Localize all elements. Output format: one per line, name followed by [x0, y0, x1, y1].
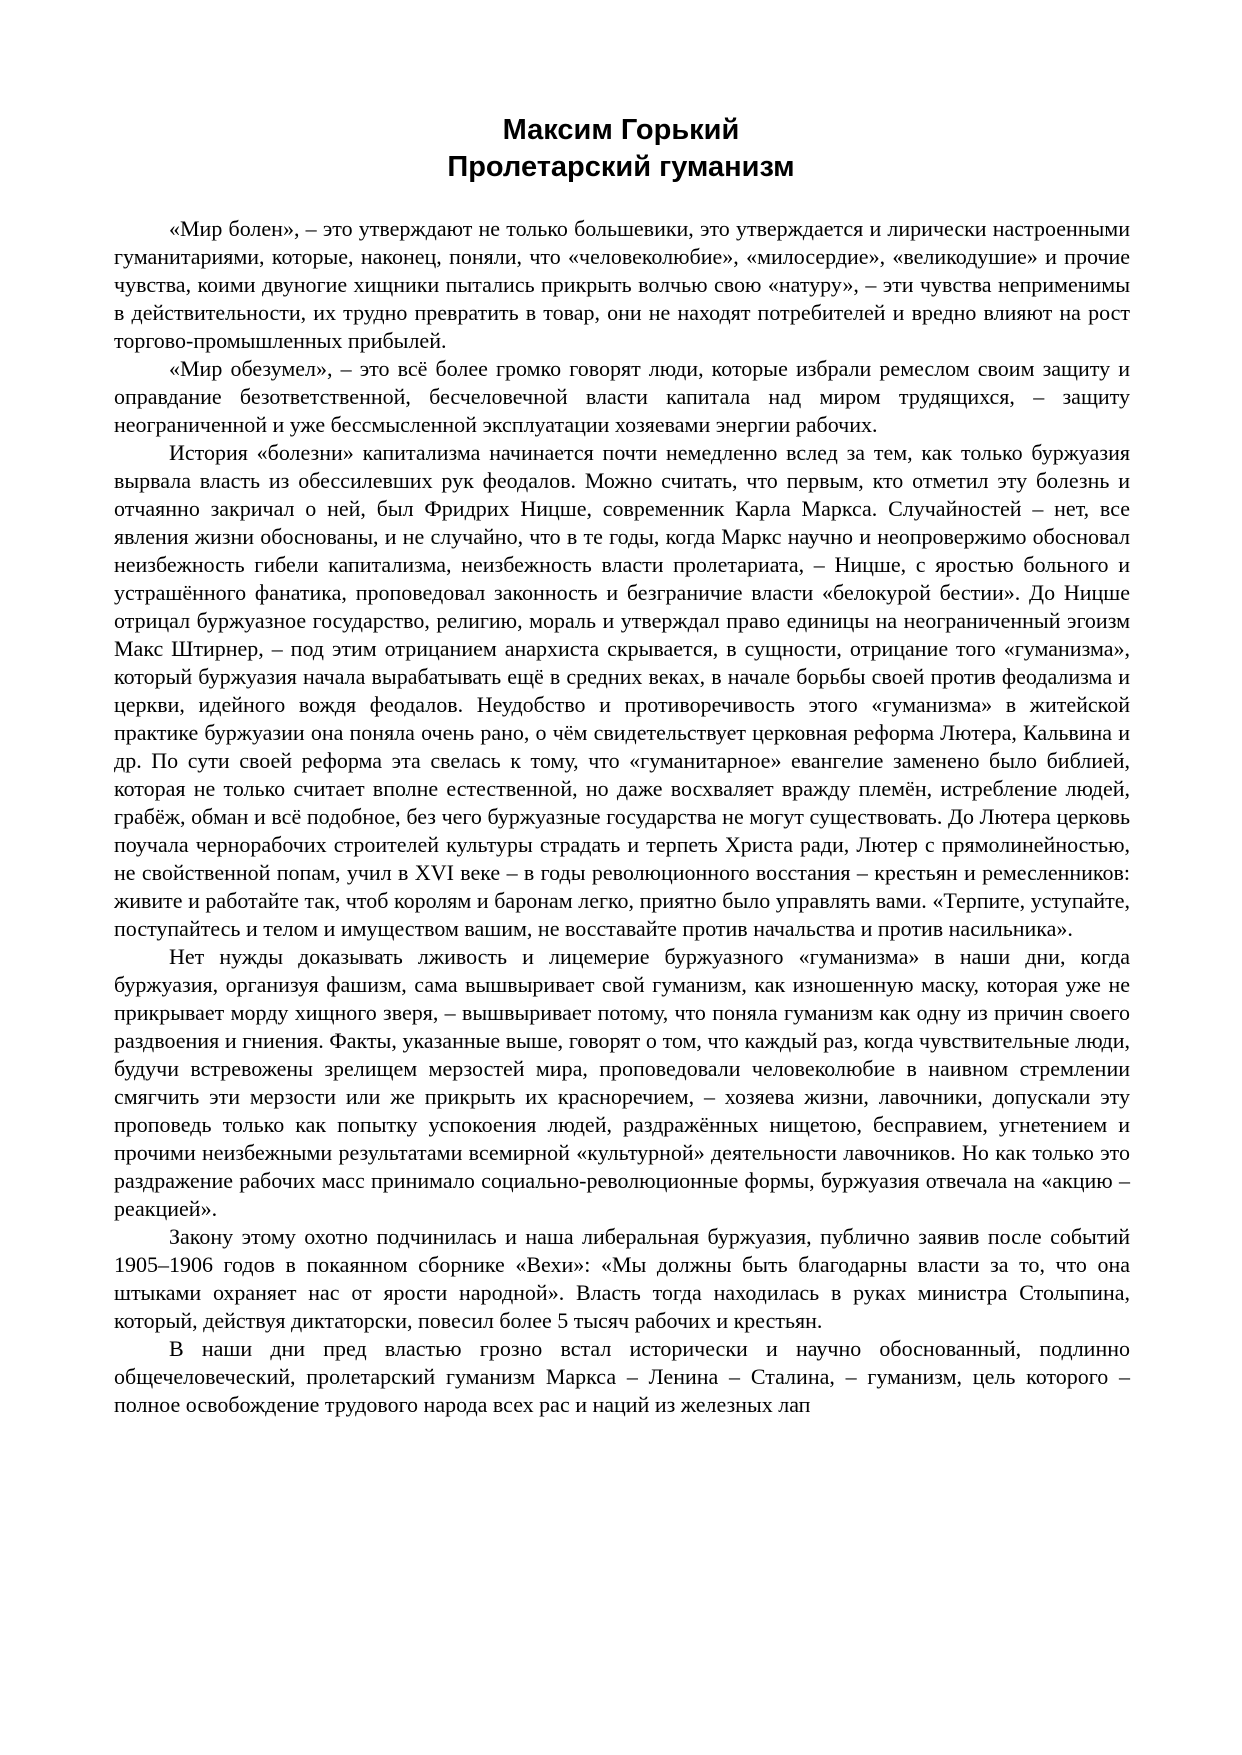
paragraph: Закону этому охотно подчинилась и наша либеральная буржуазия, публично заявив после событий 1905–1906 годов в покаянном сборнике «Вехи»: «Мы должны быть благодарны власти за то, что она штыками охраняет нас от ярости народной». Власть тогда находилась в руках министра Столыпина, который, действуя диктаторски, повесил более 5 тысяч рабочих и крестьян. [114, 1224, 1130, 1333]
paragraph: «Мир болен», – это утверждают не только большевики, это утверждается и лирически настроенными гуманитариями, которые, наконец, поняли, что «человеколюбие», «милосердие», «великодушие» и прочие чувства, коими двуногие хищники пытались прикрыть волчью свою «натуру», – эти чувства неприменимы в действительности, их трудно превратить в товар, они не находят потребителей и вредно влияют на рост торгово-промышленных прибылей. [114, 216, 1130, 353]
document-title: Пролетарский гуманизм [447, 151, 795, 183]
document-body [114, 215, 1130, 1419]
paragraph: История «болезни» капитализма начинается почти немедленно вслед за тем, как только буржуазия вырвала власть из обессилевших рук феодалов. Можно считать, что первым, кто отметил эту болезнь и отчаянно закричал о ней, был Фридрих Ницше, современник Карла Маркса. Случайностей – нет, все явления жизни обоснованы, и не случайно, что в те годы, когда Маркс научно и неопровержимо обосновал неизбежность гибели капитализма, неизбежность власти пролетариата, – Ницше, с яростью больного и устрашённого фанатика, проповедовал законность и безграничие власти «белокурой бестии». До Ницше отрицал буржуазное государство, религию, мораль и утверждал право единицы на неограниченный эгоизм Макс Штирнер, – под этим отрицанием анархиста скрывается, в сущности, отрицание того «гуманизма», который буржуазия начала вырабатывать ещё в средних веках, в начале борьбы своей против феодализма и церкви, идейного вождя феодалов. Неудобство и противоречивость этого «гуманизма» в житейской практике буржуазии она поняла очень рано, о чём свидетельствует церковная реформа Лютера, Кальвина и др. По сути своей реформа эта свелась к тому, что «гуманитарное» евангелие заменено было библией, которая не только считает вполне естественной, но даже восхваляет вражду племён, истребление людей, грабёж, обман и всё подобное, без чего буржуазные государства не могут существовать. До Лютера церковь поучала чернорабочих строителей культуры страдать и терпеть Христа ради, Лютер с прямолинейностью, не свойственной попам, учил в XVI веке – в годы революционного восстания – крестьян и ремесленников: живите и работайте так, чтоб королям и баронам легко, приятно было управлять вами. «Терпите, уступайте, поступайтесь и телом и имуществом вашим, не восставайте против начальства и против насильника». [114, 440, 1130, 941]
paragraph: Нет нужды доказывать лживость и лицемерие буржуазного «гуманизма» в наши дни, когда буржуазия, организуя фашизм, сама вышвыривает свой гуманизм, как изношенную маску, которая уже не прикрывает морду хищного зверя, – вышвыривает потому, что поняла гуманизм как одну из причин своего раздвоения и гниения. Факты, указанные выше, говорят о том, что каждый раз, когда чувствительные люди, будучи встревожены зрелищем мерзостей мира, проповедовали человеколюбие в наивном стремлении смягчить эти мерзости или же прикрыть их красноречием, – хозяева жизни, лавочники, допускали эту проповедь только как попытку успокоения людей, раздражённых нищетою, бесправием, угнетением и прочими неизбежными результатами всемирной «культурной» деятельности лавочников. Но как только это раздражение рабочих масс принимало социально-революционные формы, буржуазия отвечала на «акцию – реакцией». [114, 944, 1130, 1221]
document-header [0, 112, 1242, 186]
paragraph: «Мир обезумел», – это всё более громко говорят люди, которые избрали ремеслом своим защиту и оправдание безответственной, бесчеловечной власти капитала над миром трудящихся, – защиту неограниченной и уже бессмысленной эксплуатации хозяевами энергии рабочих. [114, 356, 1130, 437]
author-name: Максим Горький [502, 114, 740, 146]
paragraph: В наши дни пред властью грозно встал исторически и научно обоснованный, подлинно общечеловеческий, пролетарский гуманизм Маркса – Ленина – Сталина, – гуманизм, цель которого – полное освобождение трудового народа всех рас и наций из железных лап [114, 1336, 1130, 1417]
